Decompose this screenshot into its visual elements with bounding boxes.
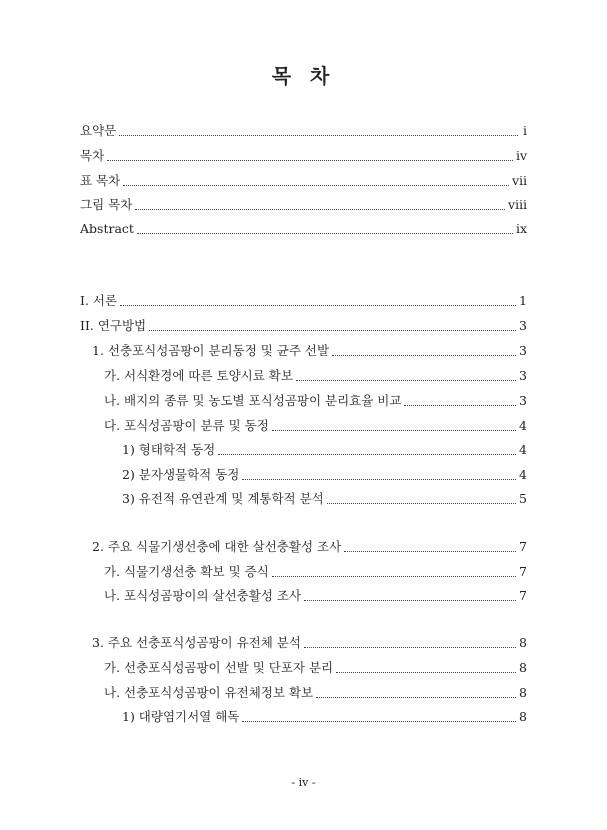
toc-entry-subsection-1c[interactable] (104, 417, 527, 435)
toc-page-number: 8 (519, 685, 527, 700)
toc-page-number: i (523, 123, 527, 138)
toc-entry-subsection-1a[interactable] (104, 367, 527, 385)
page-title: 목 차 (271, 64, 336, 88)
dot-leader (119, 135, 518, 136)
toc-page-number: 7 (519, 588, 527, 603)
dot-leader (242, 721, 516, 722)
toc-page-number: 4 (519, 467, 527, 482)
dot-leader (107, 160, 513, 161)
toc-label: 표 목차 (80, 173, 121, 188)
toc-label: 1) 대량염기서열 해독 (122, 709, 240, 724)
toc-label: 목차 (80, 148, 105, 163)
toc-label: 2. 주요 식물기생선충에 대한 살선충활성 조사 (92, 539, 342, 554)
dot-leader (218, 454, 516, 455)
toc-entry-section-2[interactable] (92, 538, 527, 556)
toc-label: II. 연구방법 (80, 318, 147, 333)
toc-entry-subsection-2a[interactable] (104, 563, 527, 581)
toc-label: 3. 주요 선충포식성곰팡이 유전체 분석 (92, 635, 301, 650)
toc-label: Abstract (80, 221, 134, 236)
dot-leader (336, 672, 516, 673)
toc-label: I. 서론 (80, 293, 118, 308)
dot-leader (135, 209, 505, 210)
toc-entry-contents[interactable] (80, 147, 527, 165)
toc-page-number: 3 (519, 393, 527, 408)
toc-entry-subsection-2b[interactable] (104, 587, 527, 605)
dot-leader (272, 576, 516, 577)
toc-entry-chapter-2[interactable] (80, 317, 527, 335)
toc-entry-item-3[interactable] (122, 490, 527, 508)
toc-page-number: 5 (519, 491, 527, 506)
toc-page-number: ⅳ (515, 148, 527, 163)
toc-label: 나. 배지의 종류 및 농도별 포식성곰팡이 분리효율 비교 (104, 393, 402, 408)
toc-label: 3) 유전적 유연관계 및 계통학적 분석 (122, 491, 324, 506)
dot-leader (304, 647, 516, 648)
dot-leader (296, 380, 516, 381)
toc-entry-subsection-3b[interactable] (104, 684, 527, 702)
toc-entry-item-2[interactable] (122, 466, 527, 484)
toc-label: 그림 목차 (80, 197, 133, 212)
toc-page-number: 8 (519, 660, 527, 675)
toc-label: 1) 형태학적 동정 (122, 442, 216, 457)
toc-page-number: ⅶ (511, 173, 527, 188)
toc-label: 가. 서식환경에 따른 토양시료 확보 (104, 368, 293, 383)
toc-page-number: 3 (519, 368, 527, 383)
toc-page-number: 4 (519, 442, 527, 457)
toc-label: 가. 식물기생선충 확보 및 증식 (104, 564, 269, 579)
toc-label: 나. 포식성곰팡이의 살선충활성 조사 (104, 588, 302, 603)
dot-leader (149, 330, 516, 331)
dot-leader (137, 233, 513, 234)
toc-page-number: 3 (519, 343, 527, 358)
toc-page-number: 7 (519, 564, 527, 579)
toc-label: 요약문 (80, 123, 117, 138)
toc-entry-section-1[interactable] (92, 342, 527, 360)
dot-leader (123, 185, 509, 186)
toc-entry-summary[interactable] (80, 122, 527, 140)
toc-label: 가. 선충포식성곰팡이 선발 및 단포자 분리 (104, 660, 334, 675)
toc-entry-abstract[interactable] (80, 220, 527, 238)
toc-page-number: 3 (519, 318, 527, 333)
toc-entry-item-3b-1[interactable] (122, 708, 527, 726)
dot-leader (242, 479, 516, 480)
dot-leader (272, 430, 516, 431)
dot-leader (404, 405, 516, 406)
toc-entry-item-1[interactable] (122, 441, 527, 459)
toc-page-number: 8 (519, 709, 527, 724)
toc-entry-list-of-figures[interactable] (80, 196, 527, 214)
toc-page-number: 1 (519, 293, 527, 308)
toc-label: 2) 분자생물학적 동정 (122, 467, 240, 482)
toc-entry-list-of-tables[interactable] (80, 172, 527, 190)
toc-entry-section-3[interactable] (92, 634, 527, 652)
page-footer: - ⅳ - (291, 776, 316, 789)
toc-page-number: 7 (519, 539, 527, 554)
toc-label: 다. 포식성곰팡이 분류 및 동정 (104, 418, 269, 433)
toc-page-number: ⅸ (515, 221, 527, 236)
dot-leader (120, 305, 516, 306)
toc-page-number: 8 (519, 635, 527, 650)
toc-label: 나. 선충포식성곰팡이 유전체정보 확보 (104, 685, 314, 700)
toc-entry-subsection-1b[interactable] (104, 392, 527, 410)
toc-page-number: ⅷ (507, 197, 527, 212)
toc-entry-chapter-1[interactable] (80, 292, 527, 310)
dot-leader (327, 503, 516, 504)
dot-leader (304, 600, 516, 601)
toc-page-number: 4 (519, 418, 527, 433)
dot-leader (316, 697, 516, 698)
dot-leader (332, 355, 516, 356)
toc-label: 1. 선충포식성곰팡이 분리동정 및 균주 선발 (92, 343, 330, 358)
toc-entry-subsection-3a[interactable] (104, 659, 527, 677)
dot-leader (344, 551, 516, 552)
